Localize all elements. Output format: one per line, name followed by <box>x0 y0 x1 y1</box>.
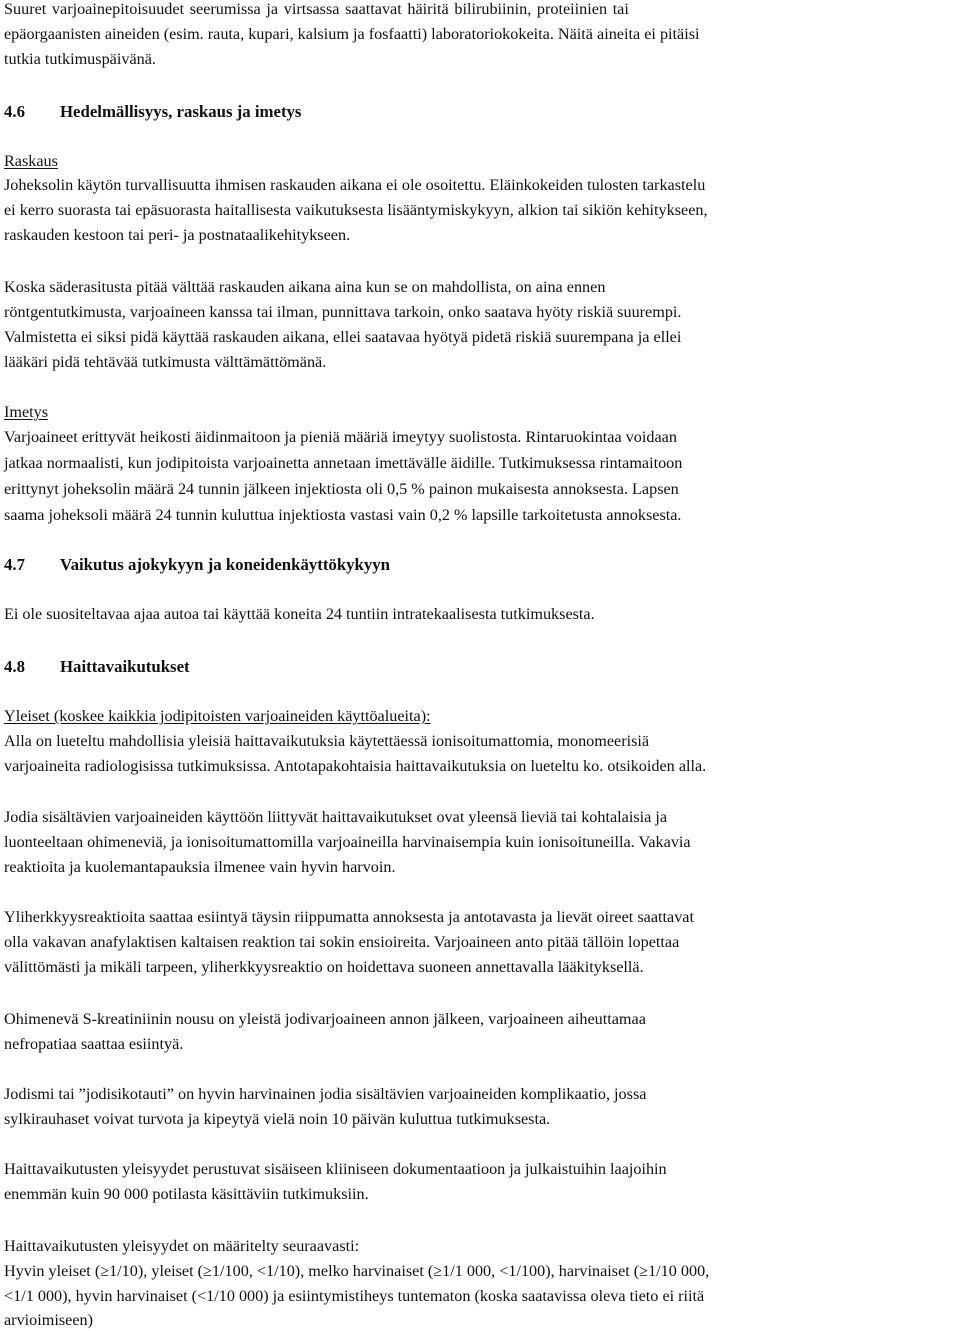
yleiset-p3-line-2: olla vakavan anafylaktisen kaltaisen reaktion tai sokin ensioireita. Varjoaineen anto pitää tällöin lopettaa <box>4 933 680 951</box>
yleiset-p3-line-1: Yliherkkyysreaktioita saattaa esiintyä täysin riippumatta annoksesta ja antotavasta ja lievät oireet saattavat <box>4 908 694 926</box>
yleiset-p1-line-1: Alla on lueteltu mahdollisia yleisiä haittavaikutuksia käytettäessä ionisoitumattomia, monomeerisiä <box>4 732 650 750</box>
raskaus-p2-line-3: Valmistetta ei siksi pidä käyttää raskauden aikana, ellei saatavaa hyötyä pidetä riskiä suurempana ja ellei <box>4 328 682 346</box>
yleiset-p2-line-1: Jodia sisältävien varjoaineiden käyttöön liittyvät haittavaikutukset ovat yleensä lieviä tai kohtalaisia ja <box>4 808 668 826</box>
raskaus-subheading: Raskaus <box>4 152 58 170</box>
yleiset-p7-line-3: <1/1 000), hyvin harvinaiset (<1/10 000) ja esiintymistiheys tuntematon (koska saatavissa oleva tieto ei riitä <box>4 1287 705 1305</box>
section-4-7-title: Vaikutus ajokykyyn ja koneidenkäyttökykyyn <box>60 555 390 574</box>
section-4-7-text: Ei ole suositeltavaa ajaa autoa tai käyttää koneita 24 tuntiin intratekaalisesta tutkimuksesta. <box>4 605 595 623</box>
imetys-line-2: jatkaa normaalisti, kun jodipitoista varjoainetta annetaan imettävälle äidille. Tutkimuksessa rintamaitoon <box>4 454 683 472</box>
yleiset-p6-line-2: enemmän kuin 90 000 potilasta käsittäviin tutkimuksiin. <box>4 1185 369 1203</box>
section-4-8-number: 4.8 <box>4 657 25 676</box>
yleiset-p1-line-2: varjoaineita radiologisissa tutkimuksissa. Antotapakohtaisia haittavaikutuksia on lueteltu ko. otsikoiden alla. <box>4 757 707 775</box>
section-4-6-heading <box>4 102 301 121</box>
section-4-8-heading <box>4 657 190 676</box>
section-4-7-number: 4.7 <box>4 555 25 574</box>
imetys-subheading: Imetys <box>4 403 49 421</box>
section-4-6-title: Hedelmällisyys, raskaus ja imetys <box>60 102 302 121</box>
yleiset-p7-line-2: Hyvin yleiset (≥1/10), yleiset (≥1/100, <1/10), melko harvinaiset (≥1/1 000, <1/100), harvinaiset (≥1/10 000, <box>4 1262 710 1280</box>
yleiset-p5-line-2: sylkirauhaset voivat turvota ja kipeytyä vielä noin 10 päivän kuluttua tutkimuksesta. <box>4 1110 551 1128</box>
raskaus-p2-line-4: lääkäri pidä tehtävää tutkimusta välttämättömänä. <box>4 353 327 371</box>
intro-line-3: tutkia tutkimuspäivänä. <box>4 50 156 68</box>
yleiset-p3-line-3: välittömästi ja mikäli tarpeen, yliherkkyysreaktio on hoidettava suoneen annettavalla lääkityksellä. <box>4 958 644 976</box>
yleiset-p6-line-1: Haittavaikutusten yleisyydet perustuvat sisäiseen kliiniseen dokumentaatioon ja julkaistuihin laajoihin <box>4 1160 667 1178</box>
raskaus-p1-line-1: Joheksolin käytön turvallisuutta ihmisen raskauden aikana ei ole osoitettu. Eläinkokeiden tulosten tarkastelu <box>4 176 706 194</box>
yleiset-p7-line-1: Haittavaikutusten yleisyydet on määritelty seuraavasti: <box>4 1237 360 1255</box>
section-4-8-title: Haittavaikutukset <box>60 657 190 676</box>
yleiset-p4-line-2: nefropatiaa saattaa esiintyä. <box>4 1035 184 1053</box>
intro-line-1: Suuret varjoainepitoisuudet seerumissa ja virtsassa saattavat häiritä bilirubiinin, proteiinien tai <box>4 0 629 18</box>
section-4-6-number: 4.6 <box>4 102 25 121</box>
yleiset-p5-line-1: Jodismi tai ”jodisikotauti” on hyvin harvinainen jodia sisältävien varjoaineiden komplikaatio, jossa <box>4 1085 647 1103</box>
yleiset-p7-line-4: arvioimiseen) <box>4 1311 93 1329</box>
imetys-line-3: erittynyt joheksolin määrä 24 tunnin jälkeen injektiosta oli 0,5 % painon mukaisesta annoksesta. Lapsen <box>4 480 679 498</box>
raskaus-p2-line-2: röntgentutkimusta, varjoaineen kanssa tai ilman, punnittava tarkoin, onko saatava hyöty riskiä suurempi. <box>4 303 682 321</box>
intro-line-2: epäorgaanisten aineiden (esim. rauta, kupari, kalsium ja fosfaatti) laboratoriokokeita. Näitä aineita ei pitäisi <box>4 25 700 43</box>
imetys-line-1: Varjoaineet erittyvät heikosti äidinmaitoon ja pieniä määriä imeytyy suolistosta. Rintaruokintaa voidaan <box>4 428 677 446</box>
yleiset-p2-line-3: reaktioita ja kuolemantapauksia ilmenee vain hyvin harvoin. <box>4 858 396 876</box>
raskaus-p1-line-2: ei kerro suorasta tai epäsuorasta haitallisesta vaikutuksesta lisääntymiskykyyn, alkion tai sikiön kehitykseen, <box>4 201 708 219</box>
yleiset-p4-line-1: Ohimenevä S-kreatiniinin nousu on yleistä jodivarjoaineen annon jälkeen, varjoaineen aiheuttamaa <box>4 1010 646 1028</box>
yleiset-subheading: Yleiset (koskee kaikkia jodipitoisten varjoaineiden käyttöalueita): <box>4 707 431 725</box>
raskaus-p1-line-3: raskauden kestoon tai peri- ja postnataalikehitykseen. <box>4 226 351 244</box>
yleiset-p2-line-2: luonteeltaan ohimeneviä, ja ionisoitumattomilla varjoaineilla harvinaisempia kuin ionisoituneilla. Vakavia <box>4 833 691 851</box>
raskaus-p2-line-1: Koska säderasitusta pitää välttää raskauden aikana aina kun se on mahdollista, on aina ennen <box>4 278 606 296</box>
section-4-7-heading <box>4 555 390 574</box>
imetys-line-4: saama joheksoli määrä 24 tunnin kuluttua injektiosta vastasi vain 0,2 % lapsille tarkoitetusta annoksesta. <box>4 506 682 524</box>
